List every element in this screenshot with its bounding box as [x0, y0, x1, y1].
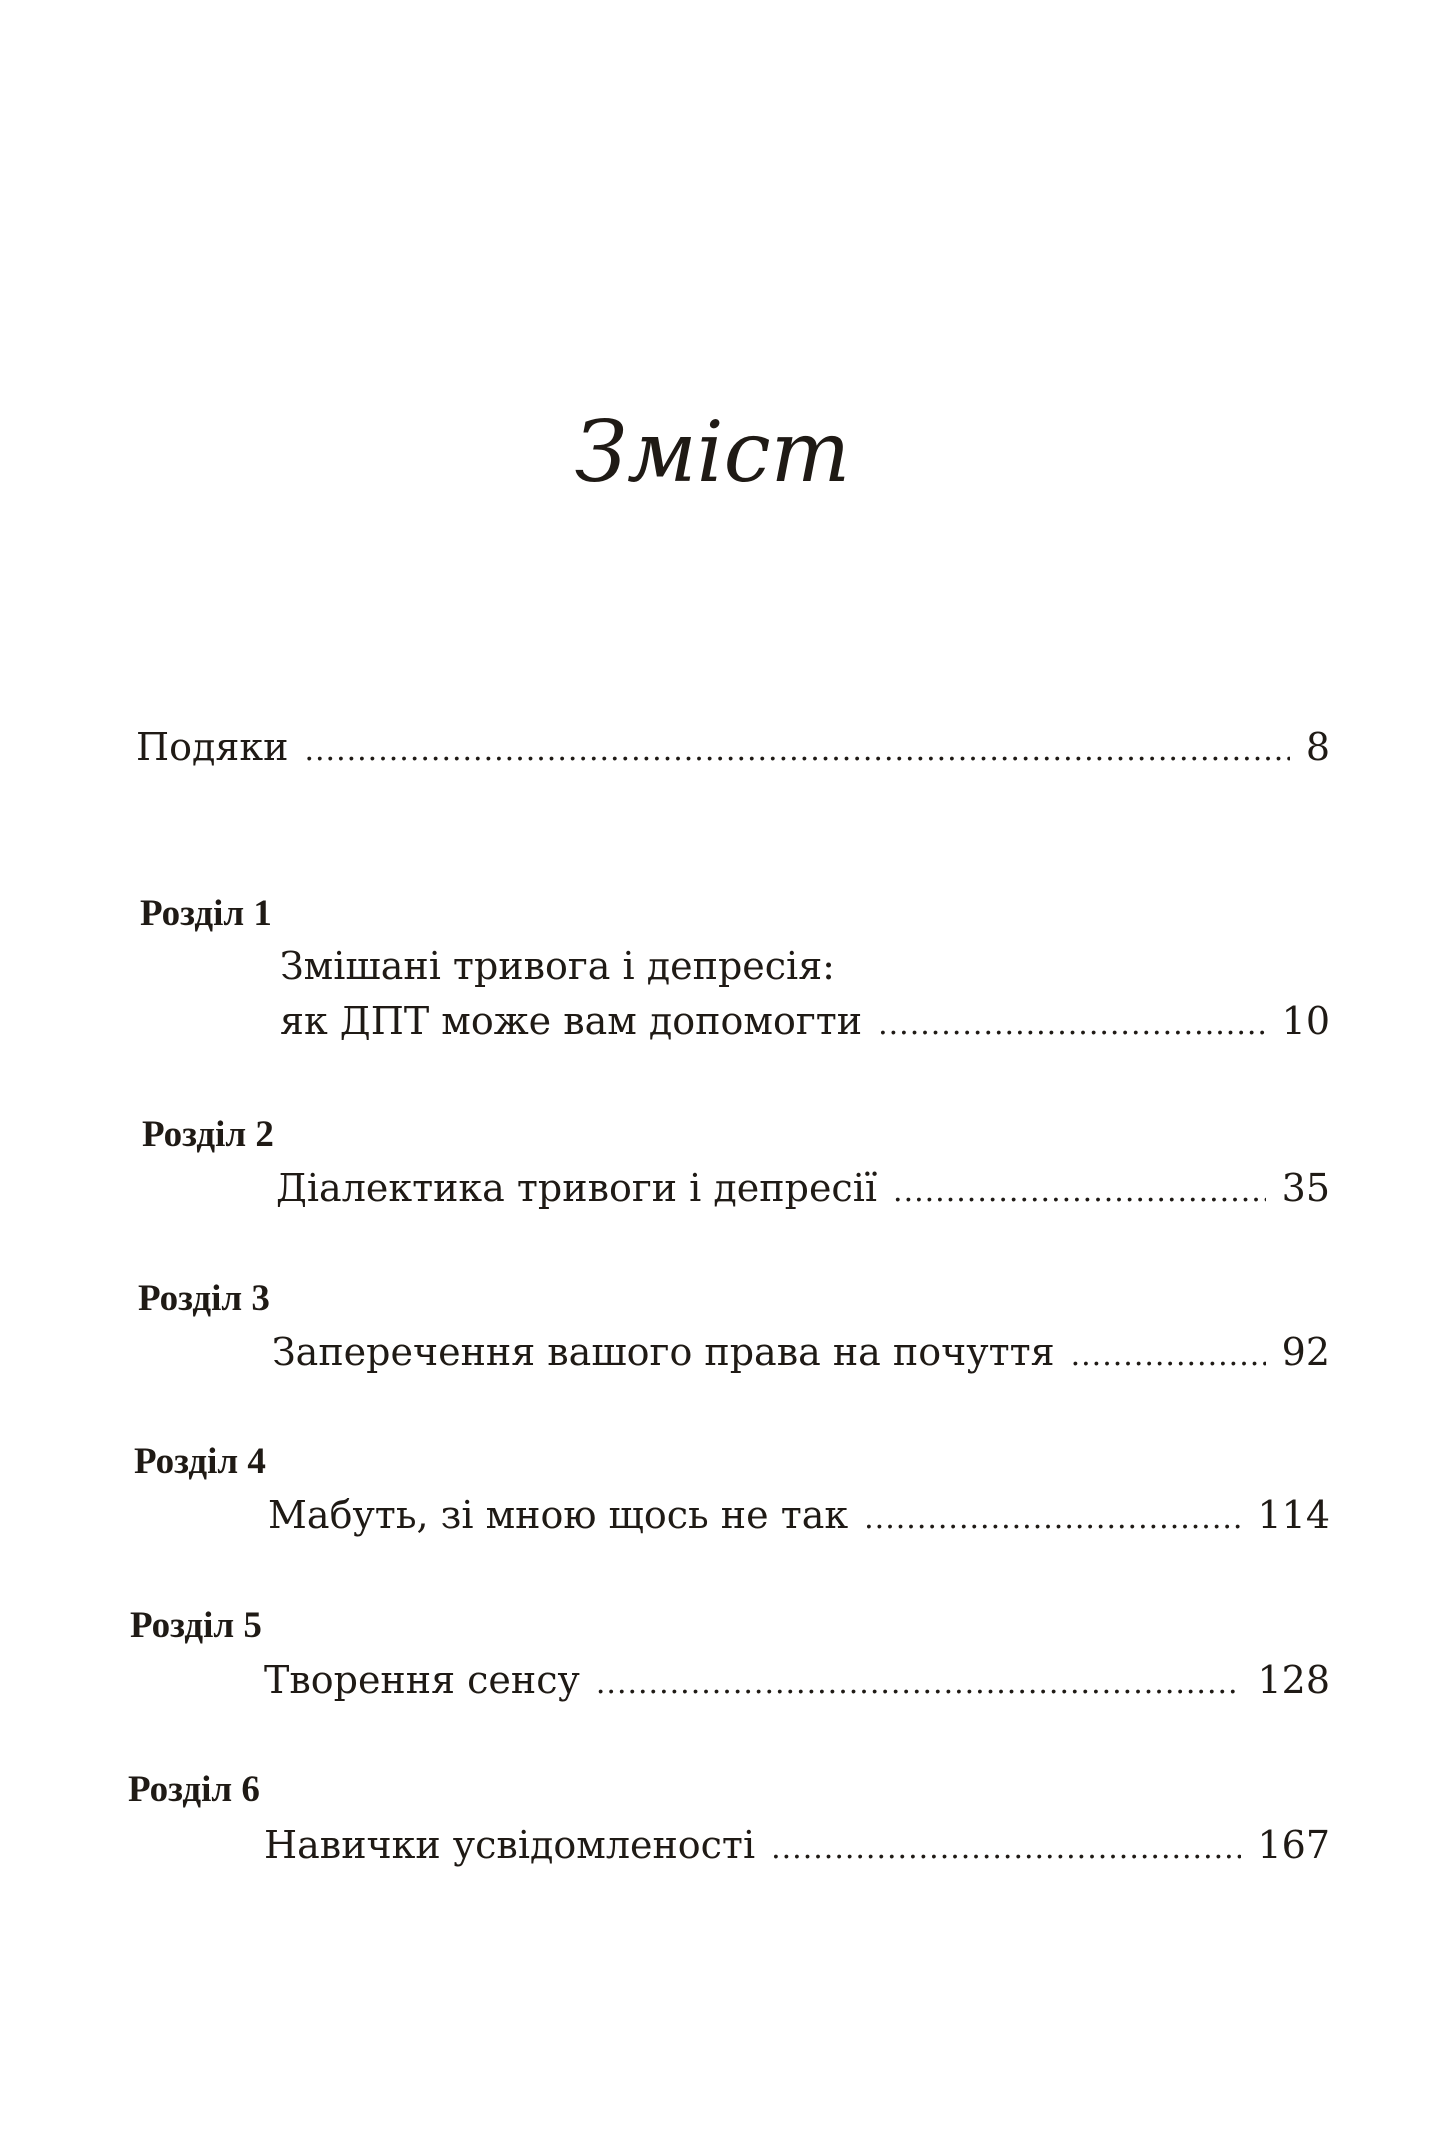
- toc-page-number: 8: [1305, 725, 1330, 769]
- chapter-heading-3: Розділ 3: [138, 1278, 270, 1319]
- chapter-heading-2: Розділ 2: [142, 1114, 274, 1155]
- leader-dots: [304, 726, 1289, 776]
- toc-page-number: 167: [1257, 1823, 1330, 1867]
- leader-dots: [893, 1167, 1266, 1217]
- toc-page-number: 10: [1281, 999, 1330, 1043]
- toc-entry-label: Мабуть, зі мною щось не так: [268, 1493, 849, 1537]
- chapter-heading-5: Розділ 5: [130, 1605, 262, 1646]
- toc-entry-chapter-1[interactable]: [280, 996, 1330, 1046]
- toc-entry-chapter-2[interactable]: [276, 1163, 1330, 1213]
- toc-page-number: 92: [1281, 1330, 1330, 1374]
- leader-dots: [878, 1000, 1266, 1050]
- toc-entry-label: Діалектика тривоги і депресії: [276, 1166, 878, 1210]
- toc-entry-acknowledgements[interactable]: [136, 722, 1330, 772]
- toc-entry-chapter-4[interactable]: [268, 1490, 1330, 1540]
- toc-entry-chapter-3[interactable]: [272, 1327, 1330, 1377]
- leader-dots: [596, 1659, 1242, 1709]
- leader-dots: [771, 1824, 1241, 1874]
- chapter-title-1-line1[interactable]: Змішані тривога і депресія:: [280, 944, 835, 988]
- chapter-heading-6: Розділ 6: [128, 1769, 260, 1810]
- toc-page-number: 114: [1257, 1493, 1330, 1537]
- toc-entry-label: Творення сенсу: [264, 1658, 580, 1702]
- toc-entry-label: Навички усвідомленості: [264, 1823, 756, 1867]
- chapter-heading-1: Розділ 1: [140, 893, 272, 934]
- leader-dots: [1071, 1331, 1266, 1381]
- toc-entry-chapter-5[interactable]: [264, 1655, 1330, 1705]
- toc-entry-label: Заперечення вашого права на почуття: [272, 1330, 1055, 1374]
- toc-entry-label: Подяки: [136, 725, 289, 769]
- chapter-heading-4: Розділ 4: [134, 1441, 266, 1482]
- page-title: Зміст: [574, 403, 851, 501]
- toc-page-number: 35: [1281, 1166, 1330, 1210]
- toc-page-number: 128: [1257, 1658, 1330, 1702]
- toc-entry-label: як ДПТ може вам допомогти: [280, 999, 863, 1043]
- leader-dots: [864, 1494, 1241, 1544]
- toc-entry-chapter-6[interactable]: [264, 1820, 1330, 1870]
